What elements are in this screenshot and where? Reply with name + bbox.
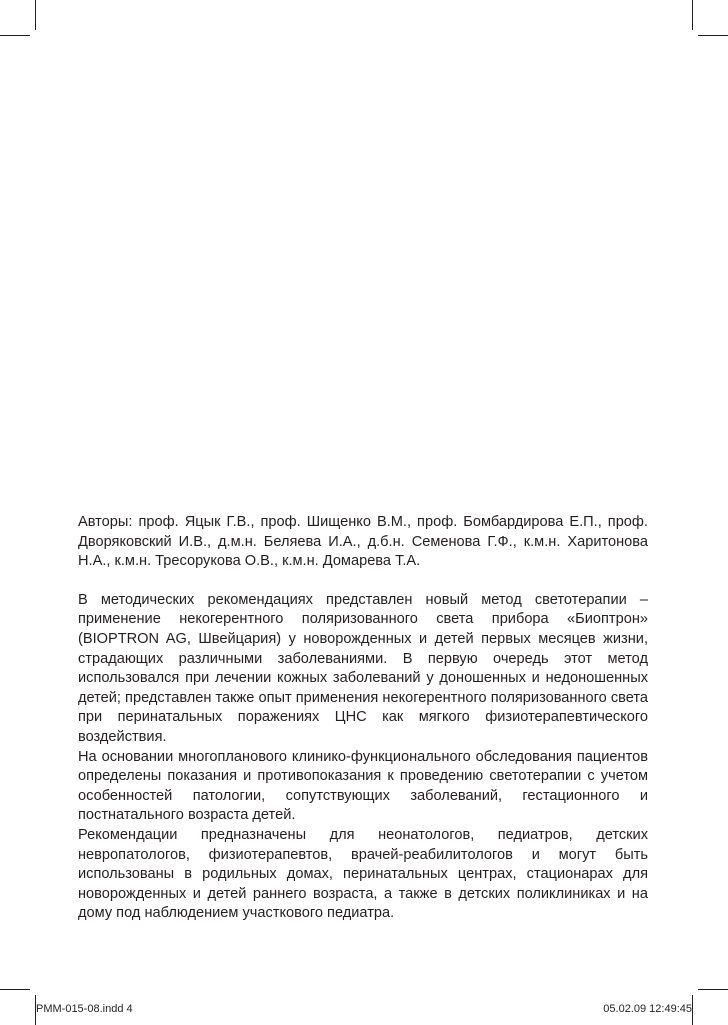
slug-file-name: PMM-015-08.indd 4 (36, 1003, 133, 1015)
page-content (78, 513, 648, 924)
crop-mark-top-right-horizontal (698, 35, 728, 36)
paragraph-indications: На основании многопланового клинико-функционального обследования пациентов определены показания и противопоказания к проведению светотерапии с учетом особенностей патологии, сопутствующих заболеваний, гестационного и постнатального возраста детей. (78, 748, 648, 824)
crop-mark-top-right-vertical (692, 0, 693, 30)
crop-mark-bottom-left-horizontal (0, 989, 30, 990)
paragraph-method: В методических рекомендациях представлен новый метод светотерапии – применение некогерентного поляризованного света прибора «Биоптрон» (BIOPTRON AG, Швейцария) у новорожденных и детей первых месяцев жизни, страдающих различными заболеваниями. В первую очередь этот метод использовался при лечении кожных заболеваний у доношенных и недоношенных детей; представлен также опыт применения некогерентного поляризованного света при перинатальных поражениях ЦНС как мягкого физиотерапевтического воздействия. (78, 591, 648, 745)
crop-mark-bottom-right-horizontal (698, 989, 728, 990)
paragraph-audience: Рекомендации предназначены для неонатологов, педиатров, детских невропатологов, физиотерапевтов, врачей-реабилитологов и могут быть использованы в родильных домах, перинатальных центрах, стационарах для новорожденных и детей раннего возраста, а также в детских поликлиниках и на дому под наблюдением участкового педиатра. (78, 826, 648, 922)
crop-mark-bottom-right-vertical (692, 995, 693, 1025)
crop-mark-top-left-horizontal (0, 35, 30, 36)
authors-list: Авторы: проф. Яцык Г.В., проф. Шищенко В.М., проф. Бомбардирова Е.П., проф. Дворяковский И.В., д.м.н. Беляева И.А., д.б.н. Семенова Г.Ф., к.м.н. Харитонова Н.А., к.м.н. Тресорукова О.В., к.м.н. Домарева Т.А. (78, 514, 648, 570)
crop-mark-top-left-vertical (35, 0, 36, 30)
slug-date-time: 05.02.09 12:49:45 (603, 1003, 692, 1015)
